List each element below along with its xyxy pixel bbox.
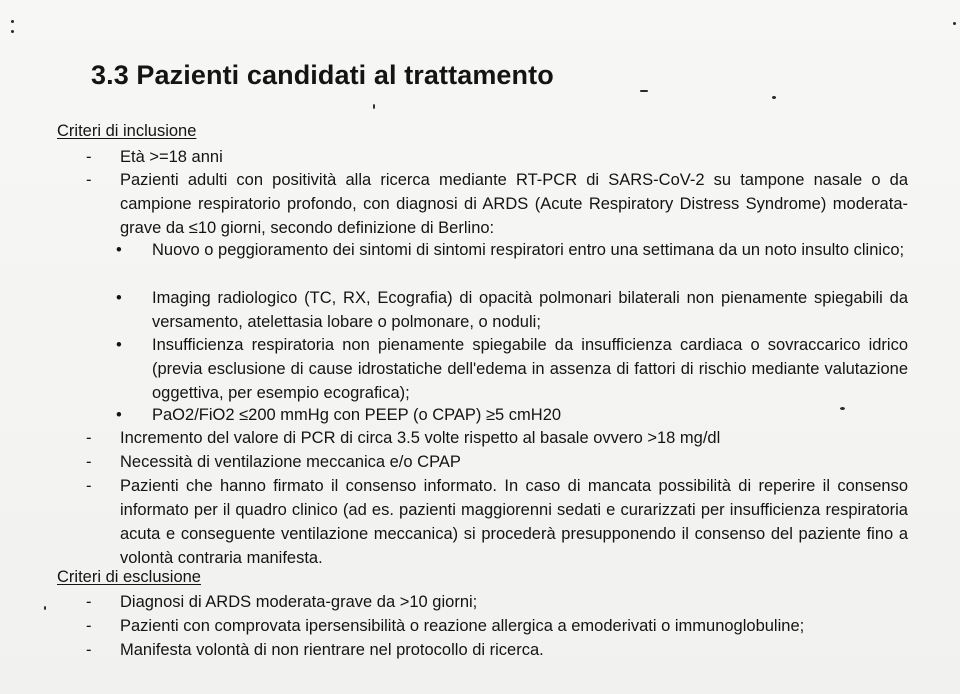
dash-marker: - [86,617,92,635]
dash-marker: - [86,477,92,495]
dash-marker: - [86,429,92,447]
berlin-criterion-text: Imaging radiologico (TC, RX, Ecografia) di opacità polmonari bilaterali non pienamente spiegabili da versamento, atelettasia lobare o polmonare, o noduli; [152,289,908,331]
exclusion-item [86,590,908,614]
scan-speck [772,96,776,99]
exclusion-item [86,638,908,662]
berlin-criterion [116,238,908,262]
inclusion-item [86,426,908,450]
berlin-criterion-text: PaO2/FiO2 ≤200 mmHg con PEEP (o CPAP) ≥5 cmH20 [152,406,562,424]
inclusion-heading: Criteri di inclusione [57,122,197,140]
bullet-marker: • [116,336,122,354]
bullet-marker: • [116,406,122,424]
inclusion-item [86,145,908,169]
bullet-marker: • [116,289,122,307]
dash-marker: - [86,148,92,166]
dash-marker: - [86,641,92,659]
inclusion-item-text: Età >=18 anni [120,148,223,166]
inclusion-item [86,168,908,240]
dash-marker: - [86,593,92,611]
dash-marker: - [86,171,92,189]
exclusion-item-text: Manifesta volontà di non rientrare nel protocollo di ricerca. [120,641,544,659]
scan-speck [44,606,46,610]
inclusion-item-text: Pazienti che hanno firmato il consenso informato. In caso di mancata possibilità di reperire il consenso informato per il quadro clinico (ad es. pazienti maggiorenni sedati e curarizzati per insufficienza respiratoria acuta e conseguente ventilazione meccanica) si procederà presupponendo il consenso del paziente fino a volontà contraria manifesta. [120,477,908,567]
exclusion-item-text: Pazienti con comprovata ipersensibilità o reazione allergica a emoderivati o immunoglobuline; [120,617,805,635]
berlin-criterion [116,403,908,427]
berlin-criterion-text: Insufficienza respiratoria non pienamente spiegabile da insufficienza cardiaca o sovraccarico idrico (previa esclusione di cause idrostatiche dell'edema in assenza di fattori di rischio mediante valutazione oggettiva, per esempio ecografica); [152,336,908,402]
berlin-criterion [116,333,908,405]
dash-marker: - [86,453,92,471]
berlin-criterion [116,286,908,334]
inclusion-item [86,450,908,474]
exclusion-item [86,614,908,638]
scan-speck [640,90,648,92]
inclusion-item-text: Incremento del valore di PCR di circa 3.5 volte rispetto al basale ovvero >18 mg/dl [120,429,721,447]
scan-speck [373,104,375,109]
exclusion-heading: Criteri di esclusione [57,568,201,586]
scan-speck [953,22,956,25]
scan-speck [11,20,14,23]
scan-speck [11,30,14,33]
inclusion-item [86,474,908,570]
bullet-marker: • [116,241,122,259]
inclusion-item-text: Pazienti adulti con positività alla ricerca mediante RT-PCR di SARS-CoV-2 su tampone nasale o da campione respiratorio profondo, con diagnosi di ARDS (Acute Respiratory Distress Syndrome) moderata-grave da ≤10 giorni, secondo definizione di Berlino: [120,171,908,237]
section-title: 3.3 Pazienti candidati al trattamento [91,60,554,90]
inclusion-item-text: Necessità di ventilazione meccanica e/o CPAP [120,453,461,471]
berlin-criterion-text: Nuovo o peggioramento dei sintomi di sintomi respiratori entro una settimana da un noto insulto clinico; [152,241,905,259]
exclusion-item-text: Diagnosi di ARDS moderata-grave da >10 giorni; [120,593,478,611]
